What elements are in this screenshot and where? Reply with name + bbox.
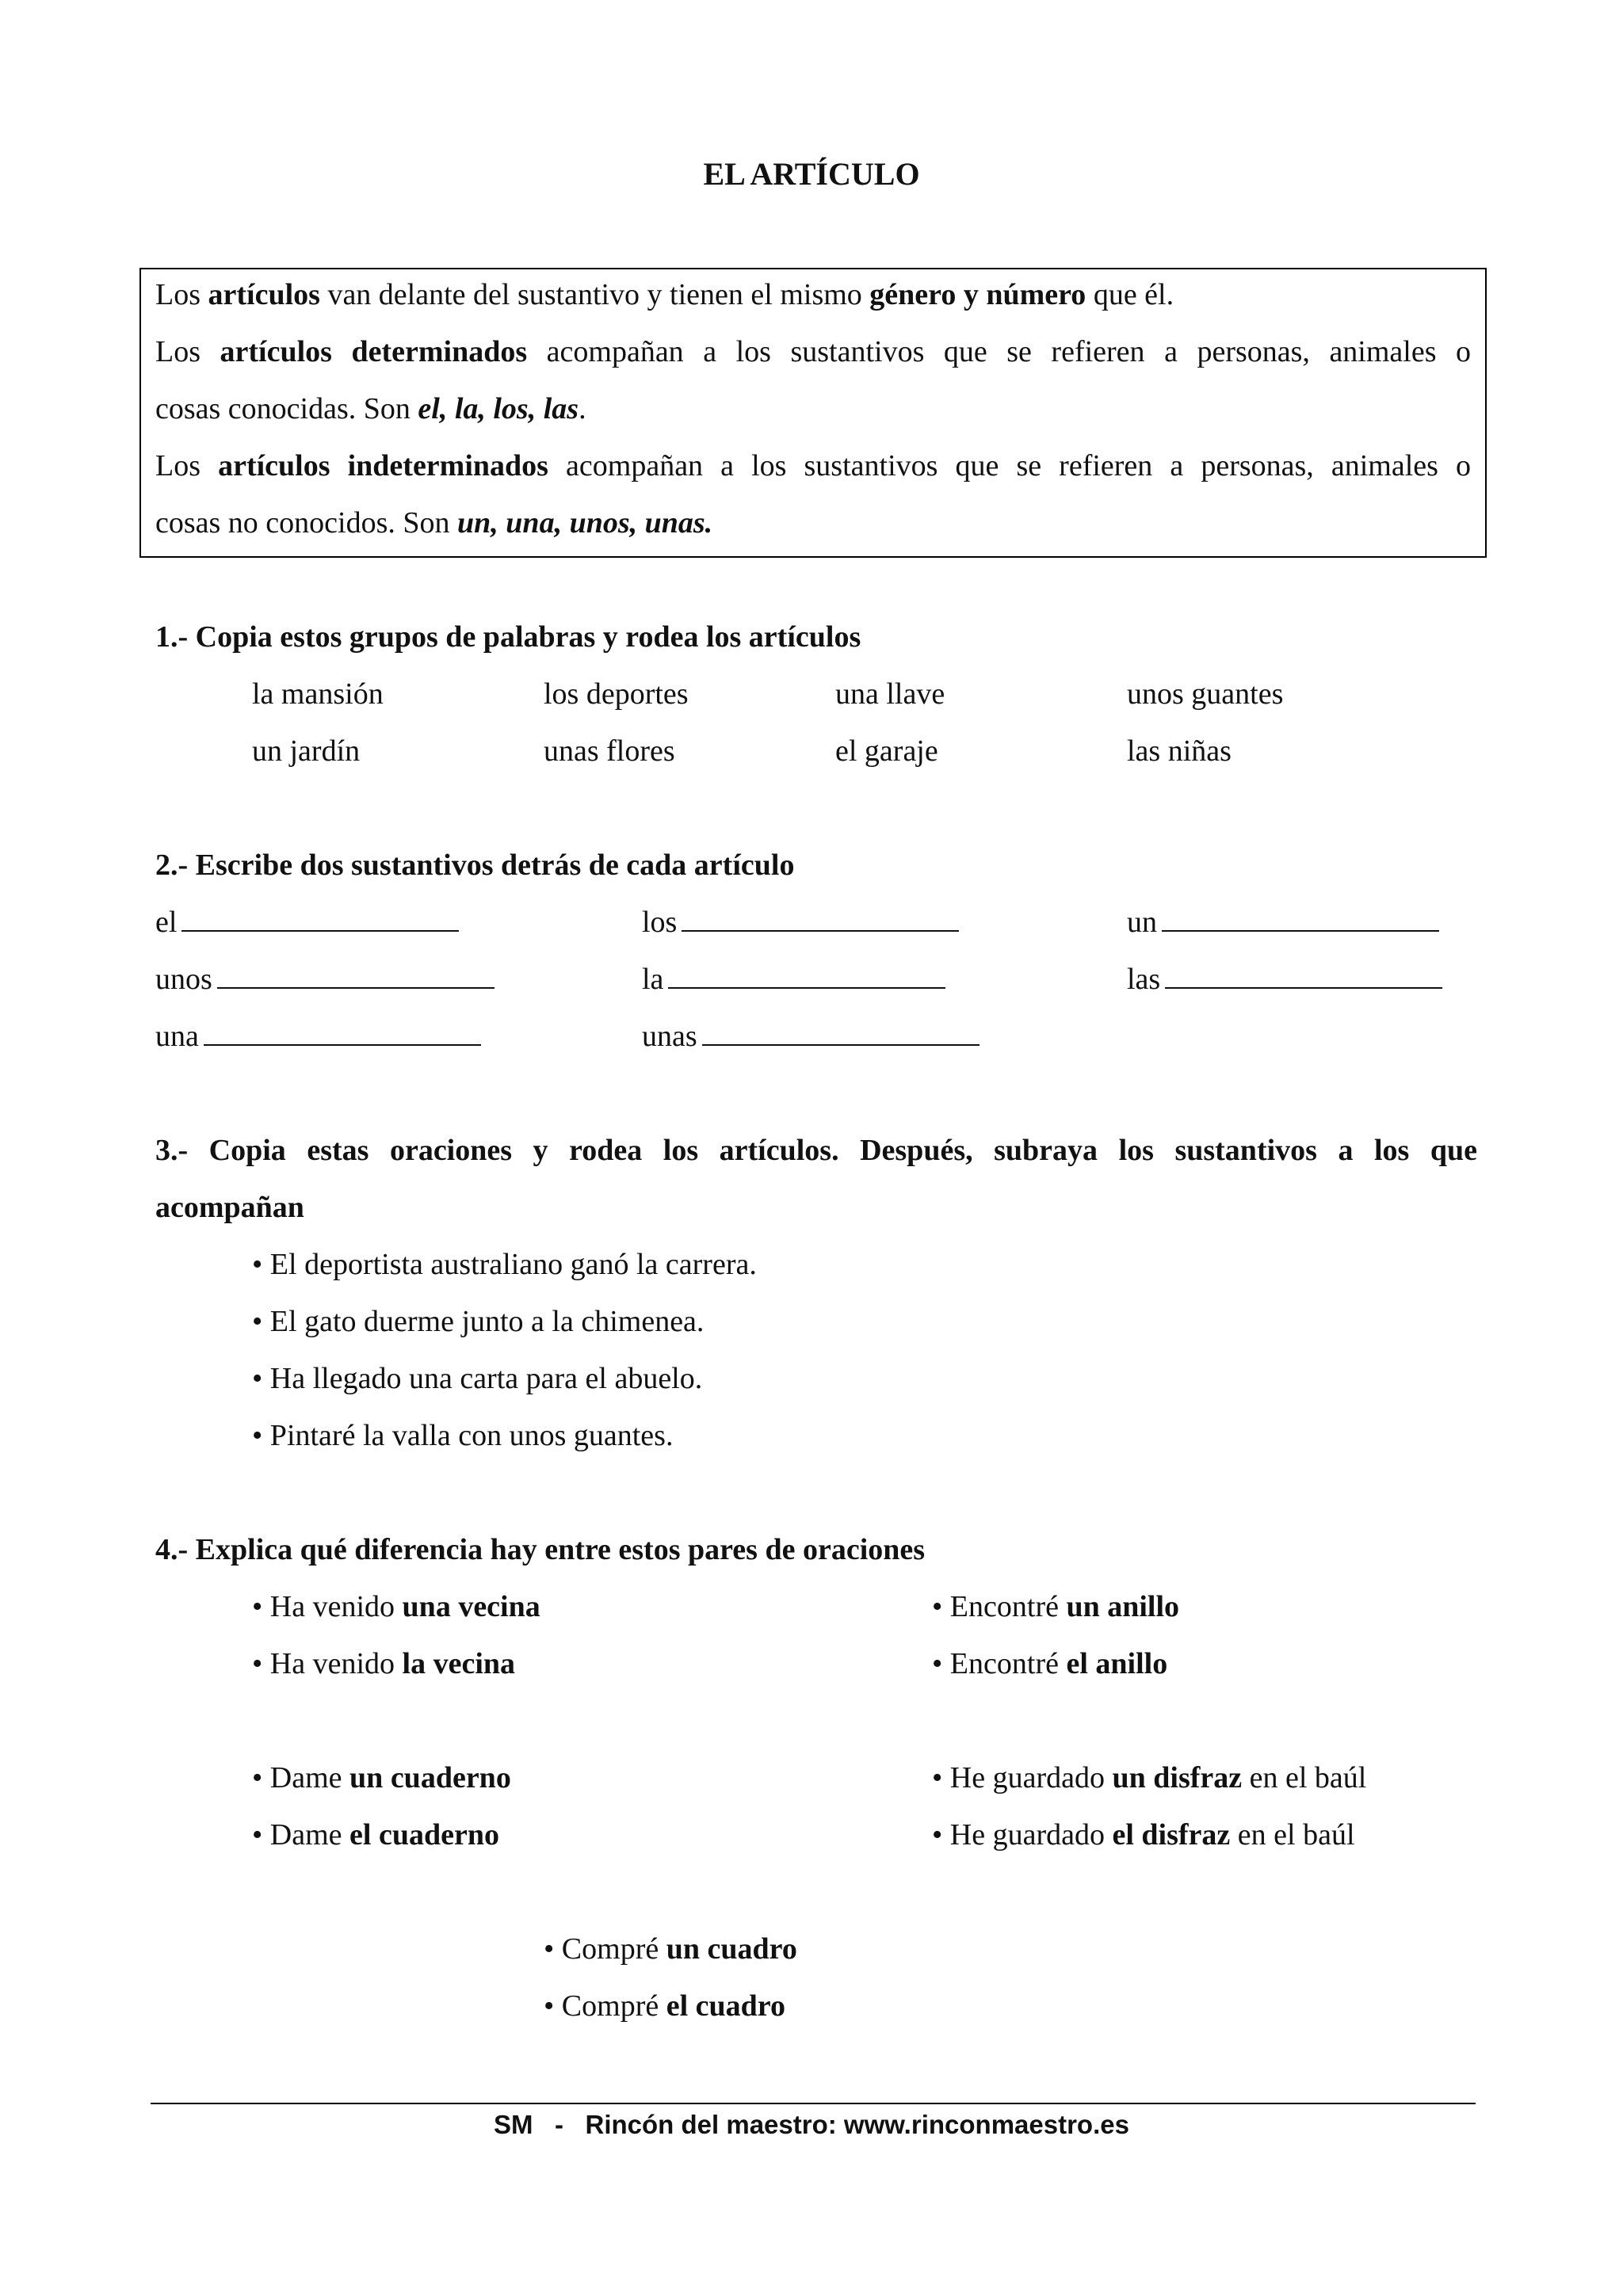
sentence-pair-item bbox=[932, 1817, 1355, 1854]
bold-italic-text: un, una, unos, unas. bbox=[457, 506, 713, 540]
bold-text: un anillo bbox=[1066, 1590, 1180, 1623]
article-blank bbox=[642, 962, 945, 998]
sentence-pair-item bbox=[932, 1760, 1366, 1797]
text: acompañan a los sustantivos que se refieren a personas, animales o bbox=[527, 335, 1472, 368]
word-group: el garaje bbox=[835, 734, 938, 768]
sentence-pair-item bbox=[932, 1646, 1167, 1683]
exercise-3-heading-cont: acompañan bbox=[155, 1191, 304, 1224]
bold-text: artículos determinados bbox=[220, 335, 528, 368]
text: en el baúl bbox=[1242, 1761, 1367, 1794]
word-group: unas flores bbox=[544, 734, 675, 768]
article-blank bbox=[1127, 905, 1439, 941]
article-label: un bbox=[1127, 906, 1157, 939]
footer-divider bbox=[151, 2103, 1476, 2104]
sentence-pair-item bbox=[544, 1932, 797, 1968]
answer-blank[interactable] bbox=[181, 906, 459, 932]
definition-line-1 bbox=[155, 277, 1471, 314]
bold-text: un disfraz bbox=[1112, 1761, 1243, 1794]
bold-text: artículos indeterminados bbox=[218, 449, 548, 482]
article-label: las bbox=[1127, 963, 1161, 996]
text: Los bbox=[155, 449, 219, 482]
text: • Dame bbox=[252, 1818, 350, 1852]
article-blank bbox=[155, 962, 495, 998]
text: • He guardado bbox=[932, 1818, 1113, 1852]
exercise-1-heading: 1.- Copia estos grupos de palabras y rodea los artículos bbox=[155, 620, 861, 654]
text: • Compré bbox=[544, 1932, 666, 1966]
bold-text: un cuaderno bbox=[349, 1761, 511, 1794]
answer-blank[interactable] bbox=[1165, 963, 1442, 989]
article-label: la bbox=[642, 963, 664, 996]
text: • Dame bbox=[252, 1761, 350, 1794]
bold-text: género y número bbox=[869, 278, 1086, 311]
word-group: las niñas bbox=[1127, 734, 1232, 768]
text: cosas no conocidos. Son bbox=[155, 506, 458, 540]
text: . bbox=[579, 392, 586, 425]
bold-text: el cuadro bbox=[666, 1989, 785, 2023]
bold-text: artículos bbox=[208, 278, 320, 311]
text: • Encontré bbox=[932, 1590, 1067, 1623]
sentence-item: • El gato duerme junto a la chimenea. bbox=[252, 1305, 705, 1338]
exercise-4-heading: 4.- Explica qué diferencia hay entre estos pares de oraciones bbox=[155, 1533, 926, 1566]
answer-blank[interactable] bbox=[668, 963, 945, 989]
text: cosas conocidas. Son bbox=[155, 392, 418, 425]
sentence-pair-item bbox=[252, 1589, 540, 1626]
bold-italic-text: el, la, los, las bbox=[418, 392, 579, 425]
answer-blank[interactable] bbox=[204, 1020, 481, 1046]
text: • He guardado bbox=[932, 1761, 1113, 1794]
word-group: la mansión bbox=[252, 677, 384, 711]
text: en el baúl bbox=[1230, 1818, 1355, 1852]
answer-blank[interactable] bbox=[702, 1020, 980, 1046]
word-group: una llave bbox=[835, 677, 945, 711]
text: • Compré bbox=[544, 1989, 666, 2023]
definition-line-4 bbox=[155, 448, 1471, 485]
bold-text: la vecina bbox=[402, 1647, 516, 1680]
article-label: unas bbox=[642, 1020, 697, 1053]
word-group: unos guantes bbox=[1127, 677, 1284, 711]
answer-blank[interactable] bbox=[682, 906, 959, 932]
exercise-2-heading: 2.- Escribe dos sustantivos detrás de cada artículo bbox=[155, 849, 795, 882]
answer-blank[interactable] bbox=[1162, 906, 1439, 932]
article-blank bbox=[155, 1019, 481, 1055]
sentence-pair-item bbox=[252, 1760, 511, 1797]
article-blank bbox=[1127, 962, 1442, 998]
footer-text: SM - Rincón del maestro: www.rinconmaestro.es bbox=[494, 2110, 1129, 2139]
bold-text: el cuaderno bbox=[349, 1818, 499, 1852]
bold-text: una vecina bbox=[402, 1590, 540, 1623]
sentence-item: • Ha llegado una carta para el abuelo. bbox=[252, 1362, 703, 1395]
article-label: el bbox=[155, 906, 178, 939]
article-blank bbox=[642, 905, 959, 941]
text: • Encontré bbox=[932, 1647, 1067, 1680]
sentence-pair-item bbox=[544, 1989, 785, 2025]
page-title: EL ARTÍCULO bbox=[703, 156, 920, 192]
article-label: una bbox=[155, 1020, 199, 1053]
word-group: un jardín bbox=[252, 734, 361, 768]
exercise-3-heading: 3.- Copia estas oraciones y rodea los artículos. Después, subraya los sustantivos a los que bbox=[155, 1134, 1477, 1167]
bold-text: el anillo bbox=[1066, 1647, 1168, 1680]
definition-line-5 bbox=[155, 505, 1471, 542]
text: • Ha venido bbox=[252, 1590, 403, 1623]
text: que él. bbox=[1086, 278, 1174, 311]
sentence-pair-item bbox=[932, 1589, 1179, 1626]
text: Los bbox=[155, 278, 208, 311]
sentence-pair-item bbox=[252, 1817, 499, 1854]
bold-text: un cuadro bbox=[666, 1932, 797, 1966]
word-group: los deportes bbox=[544, 677, 689, 711]
text: Los bbox=[155, 335, 220, 368]
sentence-item: • El deportista australiano ganó la carrera. bbox=[252, 1248, 757, 1281]
text: van delante del sustantivo y tienen el mismo bbox=[319, 278, 870, 311]
text: acompañan a los sustantivos que se refieren a personas, animales o bbox=[548, 449, 1472, 482]
bold-text: el disfraz bbox=[1112, 1818, 1231, 1852]
definition-box bbox=[139, 268, 1487, 558]
definition-line-3 bbox=[155, 391, 1471, 428]
article-blank bbox=[155, 905, 459, 941]
answer-blank[interactable] bbox=[217, 963, 495, 989]
sentence-item: • Pintaré la valla con unos guantes. bbox=[252, 1419, 674, 1452]
text: • Ha venido bbox=[252, 1647, 403, 1680]
sentence-pair-item bbox=[252, 1646, 515, 1683]
article-label: los bbox=[642, 906, 678, 939]
article-label: unos bbox=[155, 963, 212, 996]
article-blank bbox=[642, 1019, 980, 1055]
definition-line-2 bbox=[155, 334, 1471, 371]
